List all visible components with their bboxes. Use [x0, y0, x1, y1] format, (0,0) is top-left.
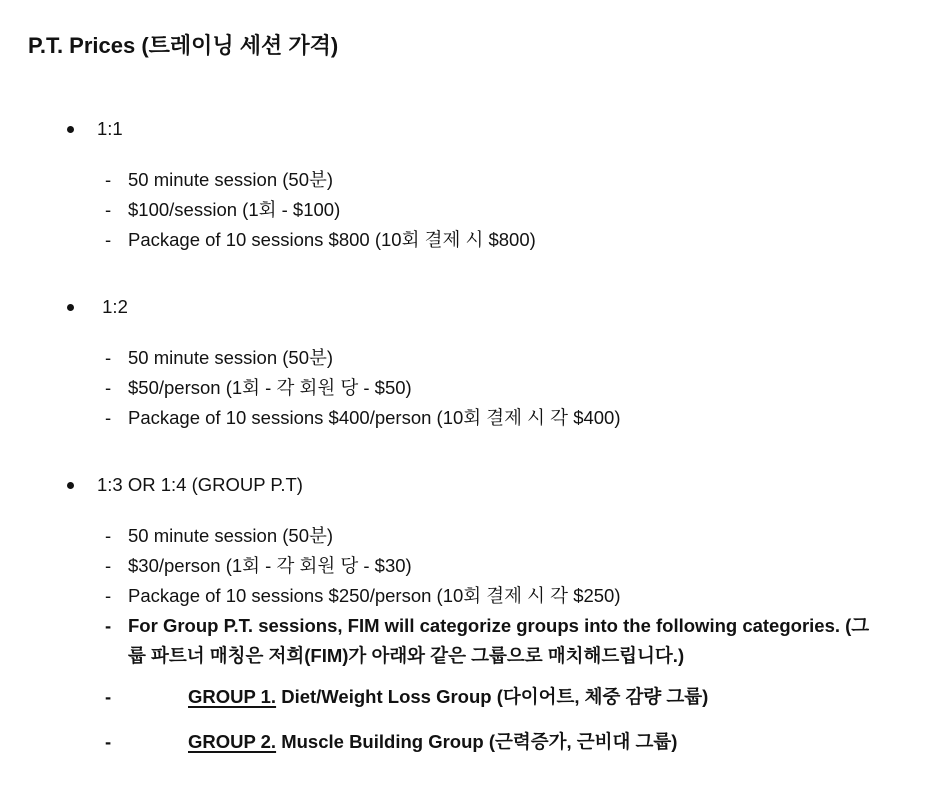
list-item: [0, 551, 873, 581]
dash-marker: -: [105, 585, 112, 606]
group-1-text: Diet/Weight Loss Group (다이어트, 체중 감량 그룹): [276, 686, 709, 707]
note-text: For Group P.T. sessions, FIM will categorize groups into the following categories. (그룹 파트너 매칭은 저희(FIM)가 아래와 같은 그룹으로 매치해드립니다.): [128, 615, 870, 666]
group-1-row: [0, 686, 873, 708]
group-line: [188, 731, 677, 753]
list-item: [0, 373, 873, 403]
dash-marker: -: [105, 199, 112, 220]
section-label: 1:1: [97, 118, 123, 139]
group-1-label: GROUP 1.: [188, 686, 277, 707]
dash-marker: -: [105, 407, 112, 428]
section-group-pt: [0, 475, 873, 753]
list-item-text: Package of 10 sessions $250/person (10회 결제 시 각 $250): [128, 585, 621, 606]
list-item-text: $100/session (1회 - $100): [128, 199, 341, 220]
tab-spacer: [128, 686, 188, 708]
section-label: 1:2: [97, 296, 128, 317]
bullet-list-item: [0, 297, 873, 317]
list-item-text: $30/person (1회 - 각 회원 당 - $30): [128, 555, 412, 576]
list-item-text: 50 minute session (50분): [128, 347, 334, 368]
dash-marker: -: [105, 169, 112, 190]
list-item-text: $50/person (1회 - 각 회원 당 - $50): [128, 377, 412, 398]
list-item-text: 50 minute session (50분): [128, 169, 334, 190]
list-item: [0, 403, 873, 433]
sub-list: [0, 165, 873, 255]
section-1-1: [0, 119, 873, 255]
group-2-text: Muscle Building Group (근력증가, 근비대 그룹): [276, 731, 678, 752]
bullet-dot-icon: [67, 482, 74, 489]
section-label: 1:3 OR 1:4 (GROUP P.T): [97, 474, 303, 495]
price-list: [0, 119, 936, 753]
list-item-text: Package of 10 sessions $800 (10회 결제 시 $800): [128, 229, 536, 250]
list-item: [0, 165, 873, 195]
bullet-dot-icon: [67, 304, 74, 311]
dash-marker: -: [105, 377, 112, 398]
list-item: [0, 195, 873, 225]
sub-list: [0, 521, 873, 671]
dash-marker: -: [105, 686, 112, 707]
dash-marker: -: [105, 731, 112, 752]
group-2-label: GROUP 2.: [188, 731, 277, 752]
dash-marker: -: [105, 555, 112, 576]
group-2-row: [0, 731, 873, 753]
list-item: [0, 521, 873, 551]
section-1-2: [0, 297, 873, 433]
bullet-dot-icon: [67, 126, 74, 133]
dash-marker: -: [105, 525, 112, 546]
dash-marker: -: [105, 347, 112, 368]
group-matching-note: [0, 611, 873, 671]
group-line: [188, 686, 708, 708]
dash-marker: -: [105, 615, 112, 636]
list-item: [0, 581, 873, 611]
dash-marker: -: [105, 229, 112, 250]
tab-spacer: [128, 731, 188, 753]
sub-list: [0, 343, 873, 433]
list-item-text: 50 minute session (50분): [128, 525, 334, 546]
page-title: P.T. Prices (트레이닝 세션 가격): [28, 33, 339, 58]
list-item-text: Package of 10 sessions $400/person (10회 결제 시 각 $400): [128, 407, 621, 428]
list-item: [0, 343, 873, 373]
list-item: [0, 225, 873, 255]
bullet-list-item: [0, 475, 873, 495]
bullet-list-item: [0, 119, 873, 139]
